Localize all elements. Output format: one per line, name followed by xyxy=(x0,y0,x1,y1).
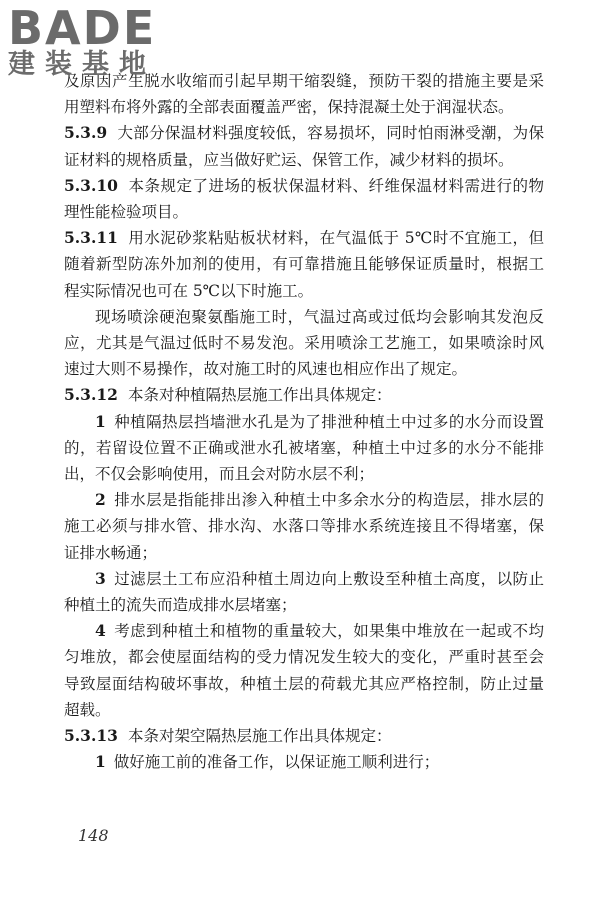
paragraph-text: 现场喷涂硬泡聚氨酯施工时，气温过高或过低均会影响其发泡反应，尤其是气温过低时不易发泡。采用喷涂工艺施工，如果喷涂时风速过大则不易操作，故对施工时的风速也相应作出了规定。 xyxy=(64,307,544,379)
clause-5-3-9 xyxy=(64,120,544,172)
list-item xyxy=(64,618,544,723)
list-item-number: 1 xyxy=(95,411,106,431)
clause-text: 大部分保温材料强度较低，容易损坏，同时怕雨淋受潮，为保证材料的规格质量，应当做好贮运、保管工作，减少材料的损坏。 xyxy=(64,124,544,169)
logo-brand-en: BADE xyxy=(8,1,157,55)
clause-5-3-10 xyxy=(64,173,544,225)
clause-5-3-13 xyxy=(64,723,544,749)
list-item xyxy=(64,487,544,566)
clause-number: 5.3.11 xyxy=(64,228,118,248)
clause-5-3-12 xyxy=(64,382,544,408)
clause-number: 5.3.9 xyxy=(64,123,108,143)
list-item-number: 1 xyxy=(95,752,106,772)
list-item-text: 过滤层土工布应沿种植土周边向上敷设至种植土高度，以防止种植土的流失而造成排水层堵塞； xyxy=(64,569,544,615)
list-item-text: 排水层是指能排出渗入种植土中多余水分的构造层，排水层的施工必须与排水管、排水沟、水落口等排水系统连接且不得堵塞，保证排水畅通； xyxy=(64,491,544,562)
clause-text: 本条对种植隔热层施工作出具体规定： xyxy=(127,386,392,405)
clause-number: 5.3.13 xyxy=(64,726,118,746)
clause-number: 5.3.10 xyxy=(64,175,118,195)
list-item-text: 考虑到种植土和植物的重量较大，如果集中堆放在一起或不均匀堆放，都会使屋面结构的受力情况发生较大的变化，严重时甚至会导致屋面结构破坏事故，种植土层的荷载尤其应严格控制，防止过量超载。 xyxy=(64,622,544,719)
bade-logo xyxy=(8,1,178,80)
list-item xyxy=(64,566,544,618)
list-item-number: 3 xyxy=(95,568,106,588)
clause-5-3-11-paragraph-2 xyxy=(64,304,544,383)
list-item-number: 4 xyxy=(95,621,106,641)
page-body xyxy=(64,68,544,775)
list-item-text: 种植隔热层挡墙泄水孔是为了排泄种植土中过多的水分而设置的，若留设位置不正确或泄水孔被堵塞，种植土中过多的水分不能排出，不仅会影响使用，而且会对防水层不利； xyxy=(64,412,544,484)
list-item-number: 2 xyxy=(95,490,106,510)
clause-text: 用水泥砂浆粘贴板状材料，在气温低于 5℃时不宜施工，但随着新型防冻外加剂的使用，有可靠措施且能够保证质量时，根据工程实际情况也可在 5℃以下时施工。 xyxy=(64,229,544,300)
clause-5-3-11 xyxy=(64,225,544,304)
clause-text: 本条规定了进场的板状保温材料、纤维保温材料需进行的物理性能检验项目。 xyxy=(64,176,544,222)
paragraph-text: 及原因产生脱水收缩而引起早期干缩裂缝，预防干裂的措施主要是采用塑料布将外露的全部表面覆盖严密，保持混凝土处于润湿状态。 xyxy=(64,72,544,117)
list-item xyxy=(64,749,544,775)
clause-text: 本条对架空隔热层施工作出具体规定： xyxy=(127,727,392,746)
list-item xyxy=(64,409,544,488)
clause-number: 5.3.12 xyxy=(64,385,118,405)
logo-brand-cn: 建装基地 xyxy=(8,49,156,80)
page-number: 148 xyxy=(78,826,109,845)
list-item-text: 做好施工前的准备工作，以保证施工顺利进行； xyxy=(113,753,440,772)
